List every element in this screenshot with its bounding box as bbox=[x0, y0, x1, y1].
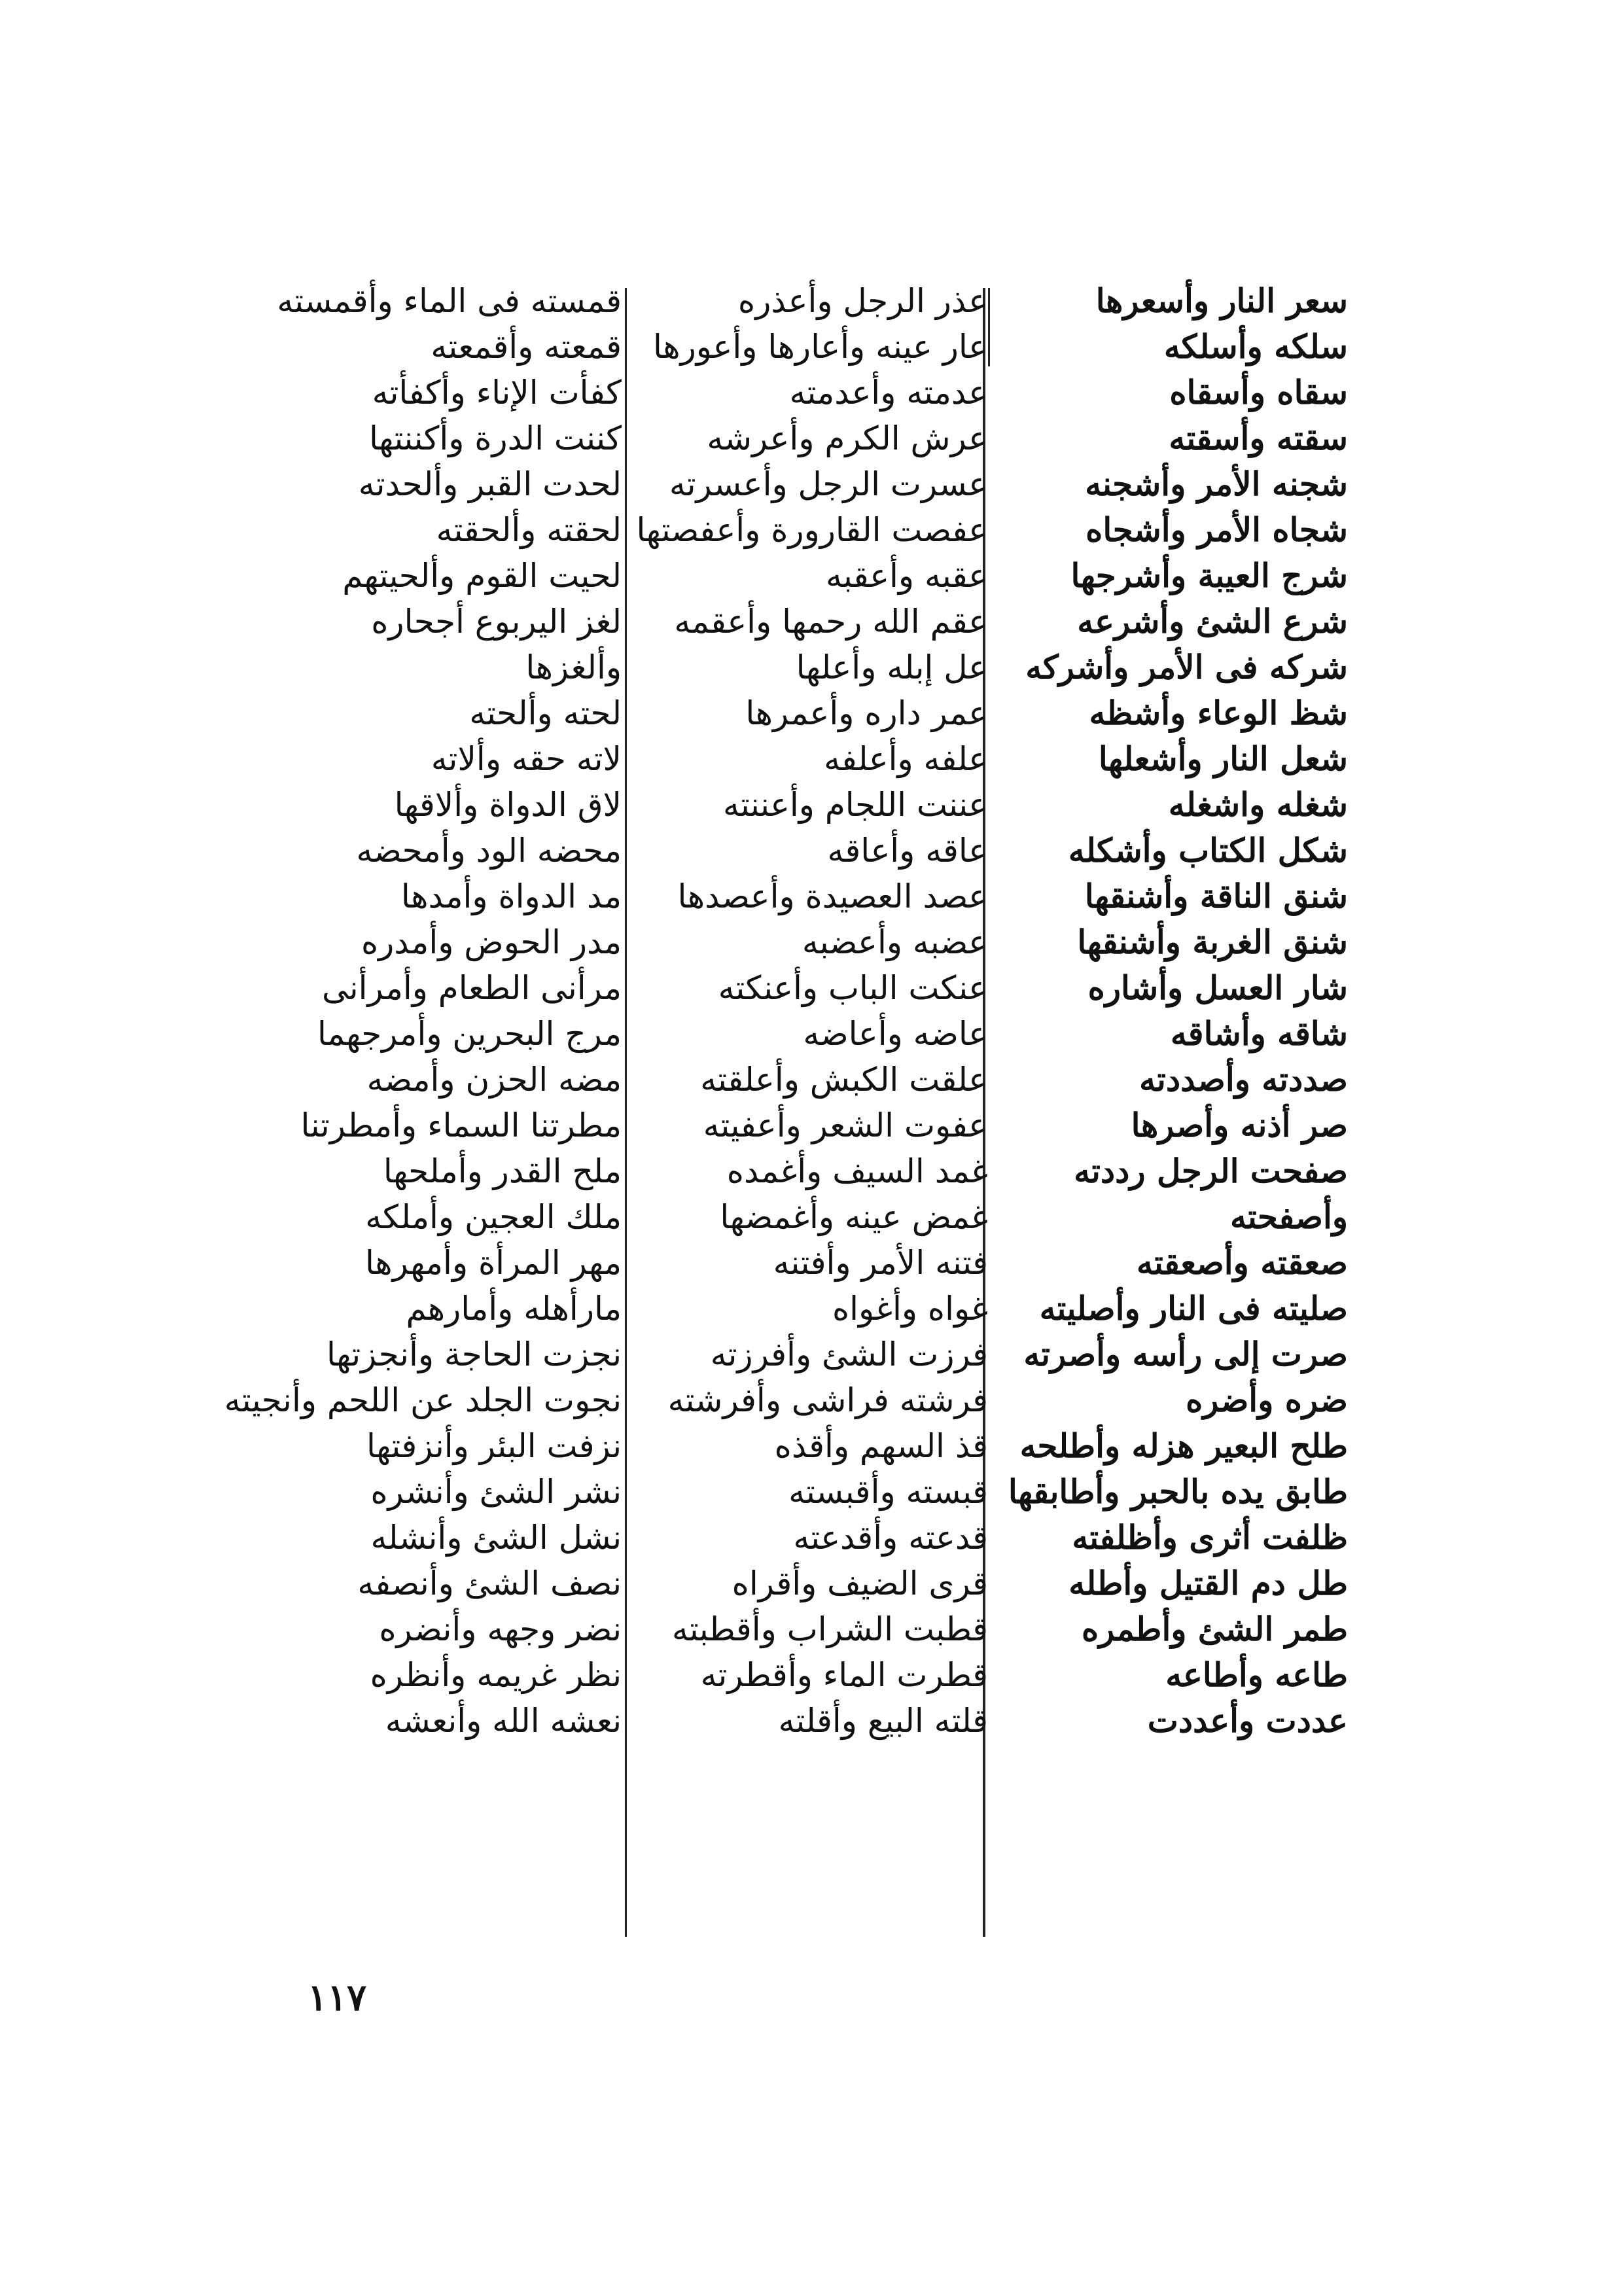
entry: كننت الدرة وأكننتها bbox=[369, 419, 622, 457]
entry: مطرتنا السماء وأمطرتنا bbox=[300, 1106, 622, 1144]
entry: صفحت الرجل رددته bbox=[1074, 1152, 1348, 1190]
entry: طل دم القتيل وأطله bbox=[1068, 1564, 1348, 1602]
entry: عصد العصيدة وأعصدها bbox=[677, 877, 988, 915]
entry: نظر غريمه وأنظره bbox=[370, 1656, 622, 1694]
entry: شنق الناقة وأشنقها bbox=[1084, 877, 1348, 915]
entry: شظ الوعاء وأشظه bbox=[1089, 694, 1348, 732]
entry: عقم الله رحمها وأعقمه bbox=[674, 603, 988, 641]
entry: مرج البحرين وأمرجهما bbox=[317, 1015, 622, 1053]
entry: وأصفحته bbox=[1230, 1197, 1348, 1236]
entry: ضره وأضره bbox=[1186, 1381, 1348, 1419]
entry: شكل الكتاب وأشكله bbox=[1068, 831, 1348, 870]
entry: طمر الشئ وأطمره bbox=[1081, 1610, 1348, 1648]
entry: شرع الشئ وأشرعه bbox=[1077, 602, 1348, 641]
entry: محضه الود وأمحضه bbox=[356, 832, 622, 870]
entry: ملح القدر وأملحها bbox=[383, 1152, 622, 1190]
entry: قبسته وأقبسته bbox=[788, 1473, 988, 1511]
entry: مرأنى الطعام وأمرأنى bbox=[322, 969, 622, 1007]
entry: عرش الكرم وأعرشه bbox=[707, 419, 988, 457]
entry: شعل النار وأشعلها bbox=[1098, 739, 1348, 778]
entry: نشل الشئ وأنشله bbox=[370, 1519, 622, 1557]
entry: قلته البيع وأقلته bbox=[778, 1702, 988, 1740]
entry: نضر وجهه وأنضره bbox=[379, 1610, 622, 1648]
entry: علقت الكبش وأعلقته bbox=[700, 1061, 988, 1099]
entry: قطبت الشراب وأقطبته bbox=[671, 1610, 988, 1648]
entry: عاقه وأعاقه bbox=[827, 832, 988, 870]
entry: نعشه الله وأنعشه bbox=[385, 1702, 622, 1740]
entry: طلح البعير هزله وأطلحه bbox=[1019, 1426, 1348, 1465]
entry: طابق يده بالحبر وأطابقها bbox=[1008, 1472, 1348, 1511]
entry: فتنه الأمر وأفتنه bbox=[773, 1244, 988, 1282]
entry: شاقه وأشاقه bbox=[1170, 1014, 1348, 1053]
entry: عدمته وأعدمته bbox=[789, 374, 988, 412]
entry: سقته وأسقته bbox=[1169, 419, 1348, 457]
column-divider-right-double bbox=[988, 288, 990, 366]
entry: عسرت الرجل وأعسرته bbox=[669, 465, 988, 503]
entry: ظلفت أثرى وأظلفته bbox=[1072, 1518, 1348, 1557]
entry: لحقته وألحقته bbox=[436, 511, 622, 549]
column-right bbox=[1008, 278, 1348, 1744]
entry: قذ السهم وأقذه bbox=[774, 1427, 988, 1465]
entry: نجوت الجلد عن اللحم وأنجيته bbox=[224, 1381, 622, 1419]
entry: عاضه وأعاضه bbox=[803, 1015, 988, 1053]
entry: لحيت القوم وألحيتهم bbox=[342, 557, 622, 595]
entry: عمر داره وأعمرها bbox=[745, 694, 988, 732]
entry: لحته وألحته bbox=[469, 694, 622, 732]
column-divider-left bbox=[625, 288, 627, 1937]
entry: كفأت الإناء وأكفأته bbox=[372, 374, 622, 412]
column-left bbox=[224, 278, 622, 1744]
entry: طاعه وأطاعه bbox=[1165, 1655, 1348, 1694]
column-middle bbox=[636, 278, 988, 1744]
entry: عقبه وأعقبه bbox=[826, 557, 988, 595]
entry: شركه فى الأمر وأشركه bbox=[1025, 648, 1348, 686]
entry: عار عينه وأعارها وأعورها bbox=[652, 328, 988, 366]
entry: غمض عينه وأغمضها bbox=[720, 1198, 988, 1236]
entry: صر أذنه وأصرها bbox=[1131, 1106, 1348, 1144]
entry: قرى الضيف وأقراه bbox=[732, 1564, 988, 1602]
entry: وألغزها bbox=[525, 648, 622, 686]
entry: صليته فى النار وأصليته bbox=[1039, 1289, 1348, 1328]
entry: مدر الحوض وأمدره bbox=[361, 923, 622, 961]
entry: نصف الشئ وأنصفه bbox=[357, 1564, 622, 1602]
entry: لغز اليربوع أجحاره bbox=[371, 603, 622, 641]
entry: صعقته وأصعقته bbox=[1137, 1243, 1348, 1282]
entry: قطرت الماء وأقطرته bbox=[700, 1656, 988, 1694]
entry: مد الدواة وأمدها bbox=[400, 877, 622, 915]
entry: شنق الغربة وأشنقها bbox=[1077, 923, 1348, 961]
entry: قمسته فى الماء وأقمسته bbox=[277, 282, 622, 320]
entry: عفوت الشعر وأعفيته bbox=[703, 1106, 988, 1144]
entry: مضه الحزن وأمضه bbox=[366, 1061, 622, 1099]
entry: نزفت البئر وأنزفتها bbox=[366, 1427, 622, 1465]
entry: فرشته فراشى وأفرشته bbox=[667, 1381, 988, 1419]
entry: شجاه الأمر وأشجاه bbox=[1086, 510, 1348, 549]
entry: شغله واشغله bbox=[1168, 785, 1348, 824]
entry: علفه وأعلفه bbox=[824, 740, 988, 778]
entry: ملك العجين وأملكه bbox=[365, 1198, 622, 1236]
entry: عل إبله وأعلها bbox=[796, 648, 988, 686]
entry: سقاه وأسقاه bbox=[1169, 373, 1348, 412]
entry: عفصت القارورة وأعفصتها bbox=[636, 511, 988, 549]
entry: صددته وأصددته bbox=[1139, 1060, 1348, 1099]
entry: غمد السيف وأغمده bbox=[726, 1152, 988, 1190]
entry: سلكه وأسلكه bbox=[1163, 327, 1348, 366]
entry: مارأهله وأمارهم bbox=[406, 1290, 622, 1328]
entry: عددت وأعددت bbox=[1147, 1701, 1348, 1740]
entry: صرت إلى رأسه وأصرته bbox=[1023, 1335, 1348, 1373]
entry: قدعته وأقدعته bbox=[793, 1519, 988, 1557]
entry: عنكت الباب وأعنكته bbox=[718, 969, 988, 1007]
entry: لحدت القبر وألحدته bbox=[358, 465, 622, 503]
entry: سعر النار وأسعرها bbox=[1095, 281, 1348, 320]
entry: عضبه وأعضبه bbox=[802, 923, 988, 961]
entry: شرج العيبة وأشرجها bbox=[1070, 556, 1348, 595]
page-number: ١١٧ bbox=[308, 1976, 367, 2019]
entry: نجزت الحاجة وأنجزتها bbox=[326, 1335, 622, 1373]
entry: عذر الرجل وأعذره bbox=[738, 282, 988, 320]
entry: عننت اللجام وأعننته bbox=[723, 786, 988, 824]
entry: قمعته وأقمعته bbox=[431, 328, 622, 366]
entry: لاق الدواة وألاقها bbox=[394, 786, 622, 824]
entry: شجنه الأمر وأشجنه bbox=[1085, 465, 1348, 503]
entry: فرزت الشئ وأفرزته bbox=[710, 1335, 988, 1373]
entry: مهر المرأة وأمهرها bbox=[365, 1244, 622, 1282]
entry: شار العسل وأشاره bbox=[1087, 968, 1348, 1007]
entry: لاته حقه وألاته bbox=[431, 740, 622, 778]
entry: غواه وأغواه bbox=[832, 1290, 988, 1328]
entry: نشر الشئ وأنشره bbox=[370, 1473, 622, 1511]
